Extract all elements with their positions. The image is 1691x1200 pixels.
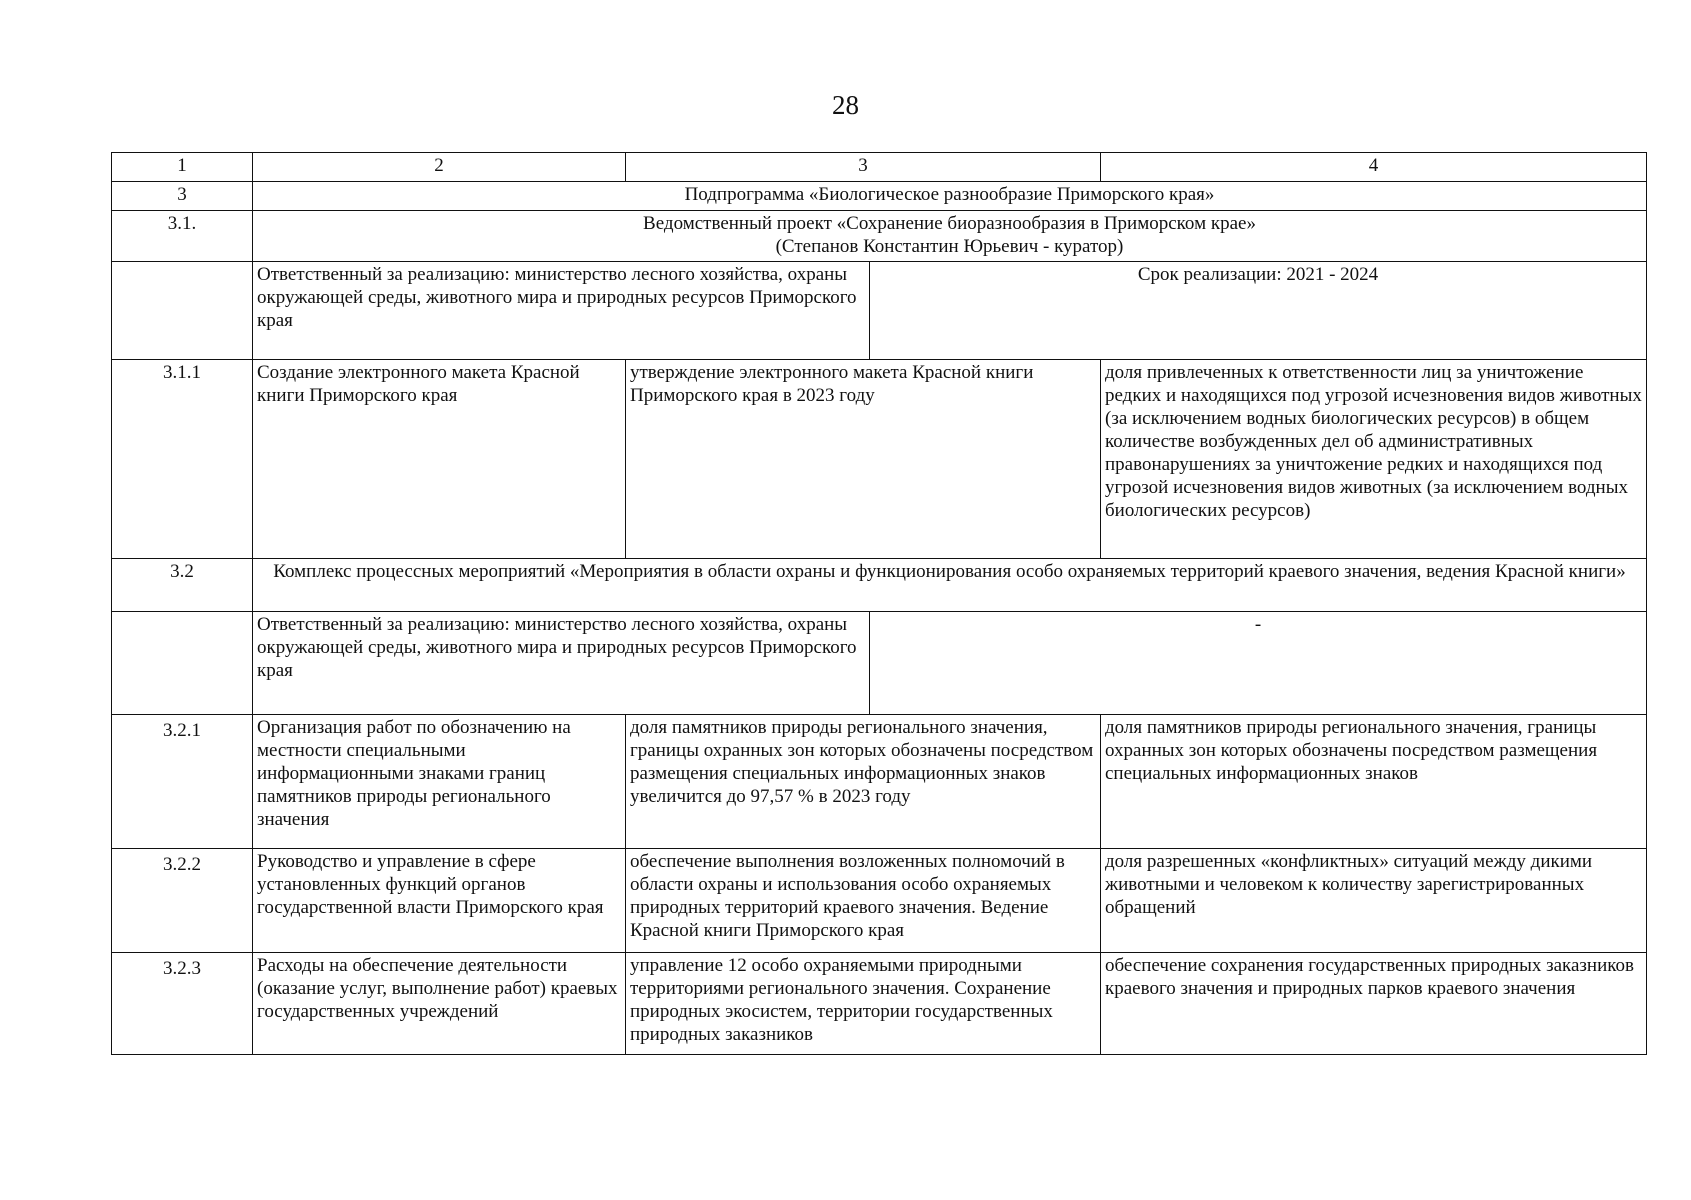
subprogram-row bbox=[112, 182, 1647, 211]
header-col-3: 3 bbox=[626, 153, 1101, 182]
row-indicator: доля привлеченных к ответственности лиц за уничтожение редких и находящихся под угрозой исчезновения видов животных (за исключением водных биологических ресурсов) в общем количестве возбужденных дел об административных правонарушениях за уничтожение редких и находящихся под угрозой исчезновения видов животных (за исключением водных биологических ресурсов) bbox=[1101, 360, 1647, 559]
row-number: 3.2.2 bbox=[112, 849, 253, 953]
row-number: 3.2.1 bbox=[112, 715, 253, 849]
table-row bbox=[112, 360, 1647, 559]
page-number: 28 bbox=[832, 90, 859, 120]
row-result: обеспечение выполнения возложенных полномочий в области охраны и использования особо охраняемых природных территорий краевого значения. Ведение Красной книги Приморского края bbox=[626, 849, 1101, 953]
project-responsible-row bbox=[112, 262, 1647, 360]
header-col-1: 1 bbox=[112, 153, 253, 182]
complex-number: 3.2 bbox=[112, 559, 253, 612]
project-row bbox=[112, 211, 1647, 262]
row-indicator: доля памятников природы регионального значения, границы охранных зон которых обозначены посредством размещения специальных информационных знаков bbox=[1101, 715, 1647, 849]
empty-cell bbox=[112, 262, 253, 360]
complex-term: - bbox=[870, 612, 1647, 715]
header-col-4: 4 bbox=[1101, 153, 1647, 182]
project-curator-line: (Степанов Константин Юрьевич - куратор) bbox=[775, 236, 1124, 257]
row-task: Руководство и управление в сфере установленных функций органов государственной власти Приморского края bbox=[253, 849, 626, 953]
row-result: управление 12 особо охраняемыми природными территориями регионального значения. Сохранение природных экосистем, территории государственных природных заказников bbox=[626, 953, 1101, 1055]
table-row bbox=[112, 849, 1647, 953]
table-row bbox=[112, 953, 1647, 1055]
row-indicator: обеспечение сохранения государственных природных заказников краевого значения и природных парков краевого значения bbox=[1101, 953, 1647, 1055]
complex-title: Комплекс процессных мероприятий «Мероприятия в области охраны и функционирования особо охраняемых территорий краевого значения, ведения Красной книги» bbox=[253, 559, 1647, 612]
complex-row bbox=[112, 559, 1647, 612]
row-task: Создание электронного макета Красной книги Приморского края bbox=[253, 360, 626, 559]
subprogram-title: Подпрограмма «Биологическое разнообразие Приморского края» bbox=[253, 182, 1647, 211]
measures-table bbox=[111, 152, 1647, 1055]
project-number: 3.1. bbox=[112, 211, 253, 262]
project-term: Срок реализации: 2021 - 2024 bbox=[870, 262, 1647, 360]
project-responsible-text: Ответственный за реализацию: министерство лесного хозяйства, охраны окружающей среды, животного мира и природных ресурсов Приморского края bbox=[253, 262, 870, 360]
subprogram-number: 3 bbox=[112, 182, 253, 211]
project-title-line-1: Ведомственный проект «Сохранение биоразнообразия в Приморском крае» bbox=[643, 213, 1256, 234]
row-indicator: доля разрешенных «конфликтных» ситуаций между дикими животными и человеком к количеству зарегистрированных обращений bbox=[1101, 849, 1647, 953]
table-row bbox=[112, 715, 1647, 849]
table-header-row bbox=[112, 153, 1647, 182]
header-col-2: 2 bbox=[253, 153, 626, 182]
complex-responsible-text: Ответственный за реализацию: министерство лесного хозяйства, охраны окружающей среды, животного мира и природных ресурсов Приморского края bbox=[253, 612, 870, 715]
row-task: Расходы на обеспечение деятельности (оказание услуг, выполнение работ) краевых государственных учреждений bbox=[253, 953, 626, 1055]
row-result: доля памятников природы регионального значения, границы охранных зон которых обозначены посредством размещения специальных информационных знаков увеличится до 97,57 % в 2023 году bbox=[626, 715, 1101, 849]
row-number: 3.1.1 bbox=[112, 360, 253, 559]
empty-cell bbox=[112, 612, 253, 715]
project-title bbox=[253, 211, 1647, 262]
complex-responsible-row bbox=[112, 612, 1647, 715]
row-number: 3.2.3 bbox=[112, 953, 253, 1055]
row-task: Организация работ по обозначению на местности специальными информационными знаками границ памятников природы регионального значения bbox=[253, 715, 626, 849]
row-result: утверждение электронного макета Красной книги Приморского края в 2023 году bbox=[626, 360, 1101, 559]
